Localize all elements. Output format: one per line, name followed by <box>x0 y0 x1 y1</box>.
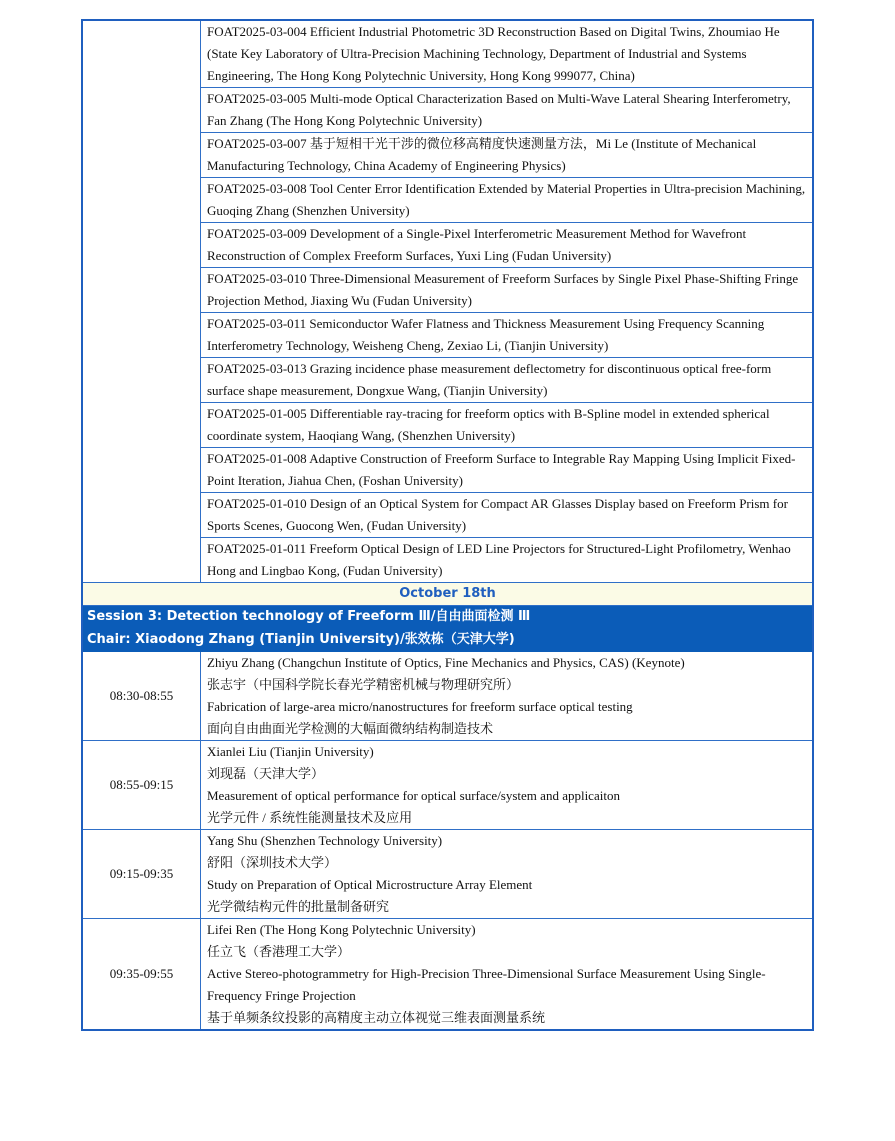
paper-entry: FOAT2025-01-005 Differentiable ray-tracing for freeform optics with B-Spline model in extended spherical coordinate system, Haoqiang Wang, (Shenzhen University) <box>201 403 814 448</box>
session-chair-row <box>82 629 813 652</box>
talk-row <box>82 652 813 741</box>
paper-entry: FOAT2025-03-008 Tool Center Error Identification Extended by Material Properties in Ultra-precision Machining, Guoqing Zhang (Shenzhen University) <box>201 178 814 223</box>
talk-details <box>201 652 814 741</box>
talk-title-cn: 基于单频条纹投影的高精度主动立体视觉三维表面测量系统 <box>207 1010 546 1025</box>
talk-details <box>201 741 814 830</box>
speaker-cn: 任立飞（香港理工大学） <box>207 944 351 959</box>
talk-title-en: Fabrication of large-area micro/nanostructures for freeform surface optical testing <box>207 699 633 714</box>
paper-row <box>82 20 813 88</box>
program-table <box>81 19 814 1031</box>
talk-details <box>201 919 814 1031</box>
speaker-cn: 舒阳（深圳技术大学） <box>207 855 338 870</box>
program-page <box>81 19 814 1031</box>
speaker-cn: 刘现磊（天津大学） <box>207 766 325 781</box>
session-chair: Chair: Xiaodong Zhang (Tianjin University)/张效栋（天津大学) <box>82 629 813 652</box>
paper-entry: FOAT2025-03-011 Semiconductor Wafer Flatness and Thickness Measurement Using Frequency Scanning Interferometry Technology, Weisheng Cheng, Zexiao Li, (Tianjin University) <box>201 313 814 358</box>
speaker-cn: 张志宇（中国科学院长春光学精密机械与物理研究所） <box>207 677 520 692</box>
talk-row <box>82 741 813 830</box>
paper-entry: FOAT2025-01-011 Freeform Optical Design of LED Line Projectors for Structured-Light Profilometry, Wenhao Hong and Lingbao Kong, (Fudan University) <box>201 538 814 583</box>
paper-entry: FOAT2025-03-007 基于短相干光干涉的微位移高精度快速测量方法，Mi Le (Institute of Mechanical Manufacturing Technology, China Academy of Engineering Physics) <box>201 133 814 178</box>
speaker-en: Xianlei Liu (Tianjin University) <box>207 744 374 759</box>
session-title: Session 3: Detection technology of Freeform Ⅲ/自由曲面检测 Ⅲ <box>82 606 813 629</box>
speaker-en: Lifei Ren (The Hong Kong Polytechnic University) <box>207 922 476 937</box>
date-header-row <box>82 583 813 606</box>
talk-details <box>201 830 814 919</box>
paper-entry: FOAT2025-03-013 Grazing incidence phase measurement deflectometry for discontinuous optical free-form surface shape measurement, Dongxue Wang, (Tianjin University) <box>201 358 814 403</box>
paper-entry: FOAT2025-03-010 Three-Dimensional Measurement of Freeform Surfaces by Single Pixel Phase-Shifting Fringe Projection Method, Jiaxing Wu (Fudan University) <box>201 268 814 313</box>
talk-time: 09:15-09:35 <box>82 830 201 919</box>
paper-entry: FOAT2025-01-008 Adaptive Construction of Freeform Surface to Integrable Ray Mapping Using Implicit Fixed-Point Iteration, Jiahua Chen, (Foshan University) <box>201 448 814 493</box>
talk-title-en: Study on Preparation of Optical Microstructure Array Element <box>207 877 533 892</box>
talk-title-cn: 光学微结构元件的批量制备研究 <box>207 899 390 914</box>
talk-row <box>82 919 813 1031</box>
talk-title-cn: 面向自由曲面光学检测的大幅面微纳结构制造技术 <box>207 721 494 736</box>
talk-title-en: Measurement of optical performance for optical surface/system and applicaiton <box>207 788 620 803</box>
talk-row <box>82 830 813 919</box>
paper-entry: FOAT2025-01-010 Design of an Optical System for Compact AR Glasses Display based on Freeform Prism for Sports Scenes, Guocong Wen, (Fudan University) <box>201 493 814 538</box>
paper-entry: FOAT2025-03-004 Efficient Industrial Photometric 3D Reconstruction Based on Digital Twins, Zhoumiao He (State Key Laboratory of Ultra-Precision Machining Technology, Department of Industrial and Systems Engineering, The Hong Kong Polytechnic University, Hong Kong 999077, China) <box>201 20 814 88</box>
date-header: October 18th <box>82 583 813 606</box>
speaker-en: Zhiyu Zhang (Changchun Institute of Optics, Fine Mechanics and Physics, CAS) (Keynote) <box>207 655 685 670</box>
session-title-row <box>82 606 813 629</box>
paper-entry: FOAT2025-03-009 Development of a Single-Pixel Interferometric Measurement Method for Wavefront Reconstruction of Complex Freeform Surfaces, Yuxi Ling (Fudan University) <box>201 223 814 268</box>
poster-time-cell <box>82 20 201 583</box>
paper-entry: FOAT2025-03-005 Multi-mode Optical Characterization Based on Multi-Wave Lateral Shearing Interferometry, Fan Zhang (The Hong Kong Polytechnic University) <box>201 88 814 133</box>
talk-title-en: Active Stereo-photogrammetry for High-Precision Three-Dimensional Surface Measurement Using Single-Frequency Fringe Projection <box>207 966 766 1003</box>
talk-title-cn: 光学元件 / 系统性能测量技术及应用 <box>207 810 413 825</box>
talk-time: 08:30-08:55 <box>82 652 201 741</box>
speaker-en: Yang Shu (Shenzhen Technology University) <box>207 833 443 848</box>
talk-time: 09:35-09:55 <box>82 919 201 1031</box>
talk-time: 08:55-09:15 <box>82 741 201 830</box>
